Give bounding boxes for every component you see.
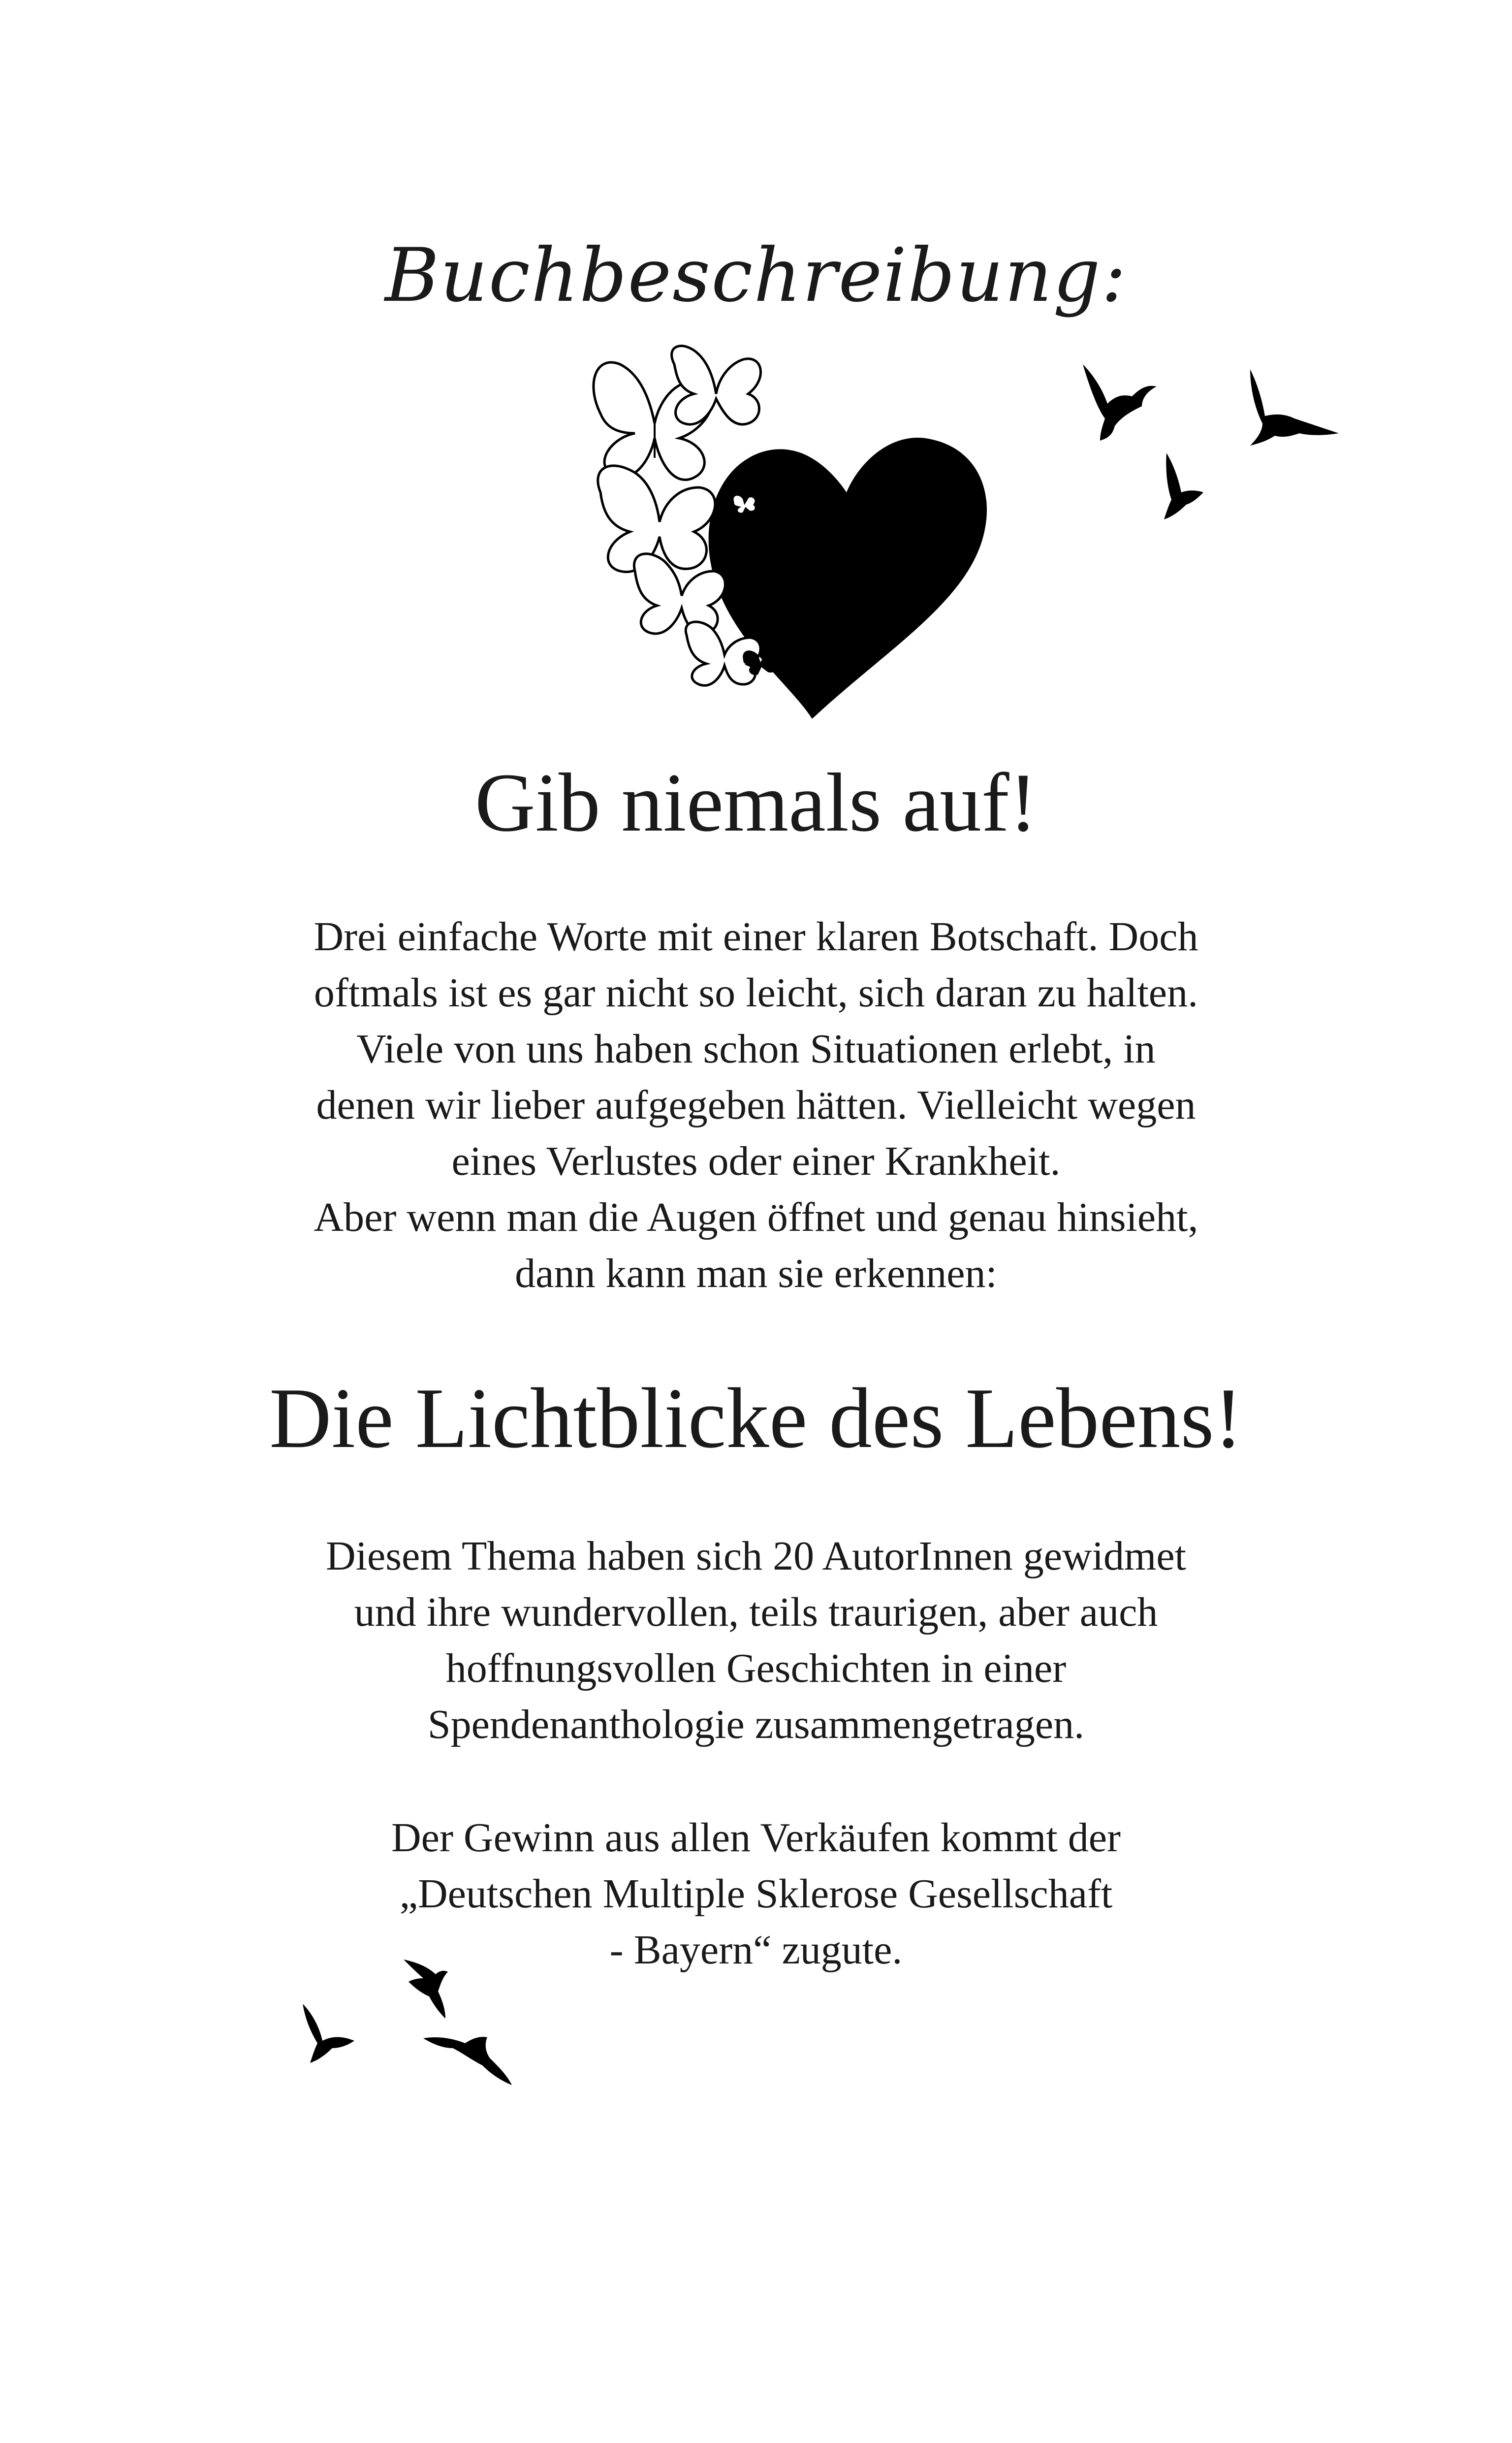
paragraph-line: Drei einfache Worte mit einer klaren Botschaft. Doch (314, 914, 1198, 960)
paragraph-line: Viele von uns haben schon Situationen erlebt, in (356, 1026, 1156, 1072)
bird-icon (404, 1960, 448, 2019)
bird-icon (303, 2004, 354, 2063)
intro-paragraph (0, 909, 1512, 1302)
paragraph-line: hoffnungsvollen Geschichten in einer (445, 1645, 1067, 1691)
paragraph-line: Aber wenn man die Augen öffnet und genau hinsieht, (314, 1194, 1198, 1240)
bird-icon (423, 2037, 512, 2085)
headline-never-give-up: Gib niemals auf! (474, 756, 1038, 849)
paragraph-line: denen wir lieber aufgegeben hätten. Vielleicht wegen (316, 1082, 1196, 1128)
paragraph-line: Diesem Thema haben sich 20 AutorInnen gewidmet (325, 1533, 1186, 1579)
headline-lichtblicke: Die Lichtblicke des Lebens! (269, 1370, 1243, 1466)
bird-icon (1250, 369, 1339, 446)
paragraph-line: und ihre wundervollen, teils traurigen, aber auch (354, 1589, 1158, 1635)
paragraph-line: eines Verlustes oder einer Krankheit. (451, 1138, 1061, 1184)
donation-paragraph (0, 1810, 1512, 1978)
heart-butterflies-illustration (581, 345, 994, 719)
paragraph-line: Spendenanthologie zusammengetragen. (427, 1702, 1085, 1747)
paragraph-line: - Bayern“ zugute. (609, 1927, 903, 1973)
birds-illustration-bottom (295, 1950, 551, 2097)
butterfly-icon (672, 346, 761, 424)
paragraph-line: „Deutschen Multiple Sklerose Gesellschaft (399, 1871, 1113, 1917)
paragraph-line: Der Gewinn aus allen Verkäufen kommt der (391, 1815, 1121, 1861)
bird-icon (1164, 453, 1203, 519)
birds-illustration-top (1073, 354, 1349, 532)
page-title: Buchbeschreibung: (384, 233, 1128, 319)
paragraph-line: oftmals ist es gar nicht so leicht, sich daran zu halten. (314, 970, 1198, 1016)
bird-icon (1083, 364, 1157, 441)
theme-paragraph (0, 1528, 1512, 1753)
paragraph-line: dann kann man sie erkennen: (515, 1251, 997, 1296)
